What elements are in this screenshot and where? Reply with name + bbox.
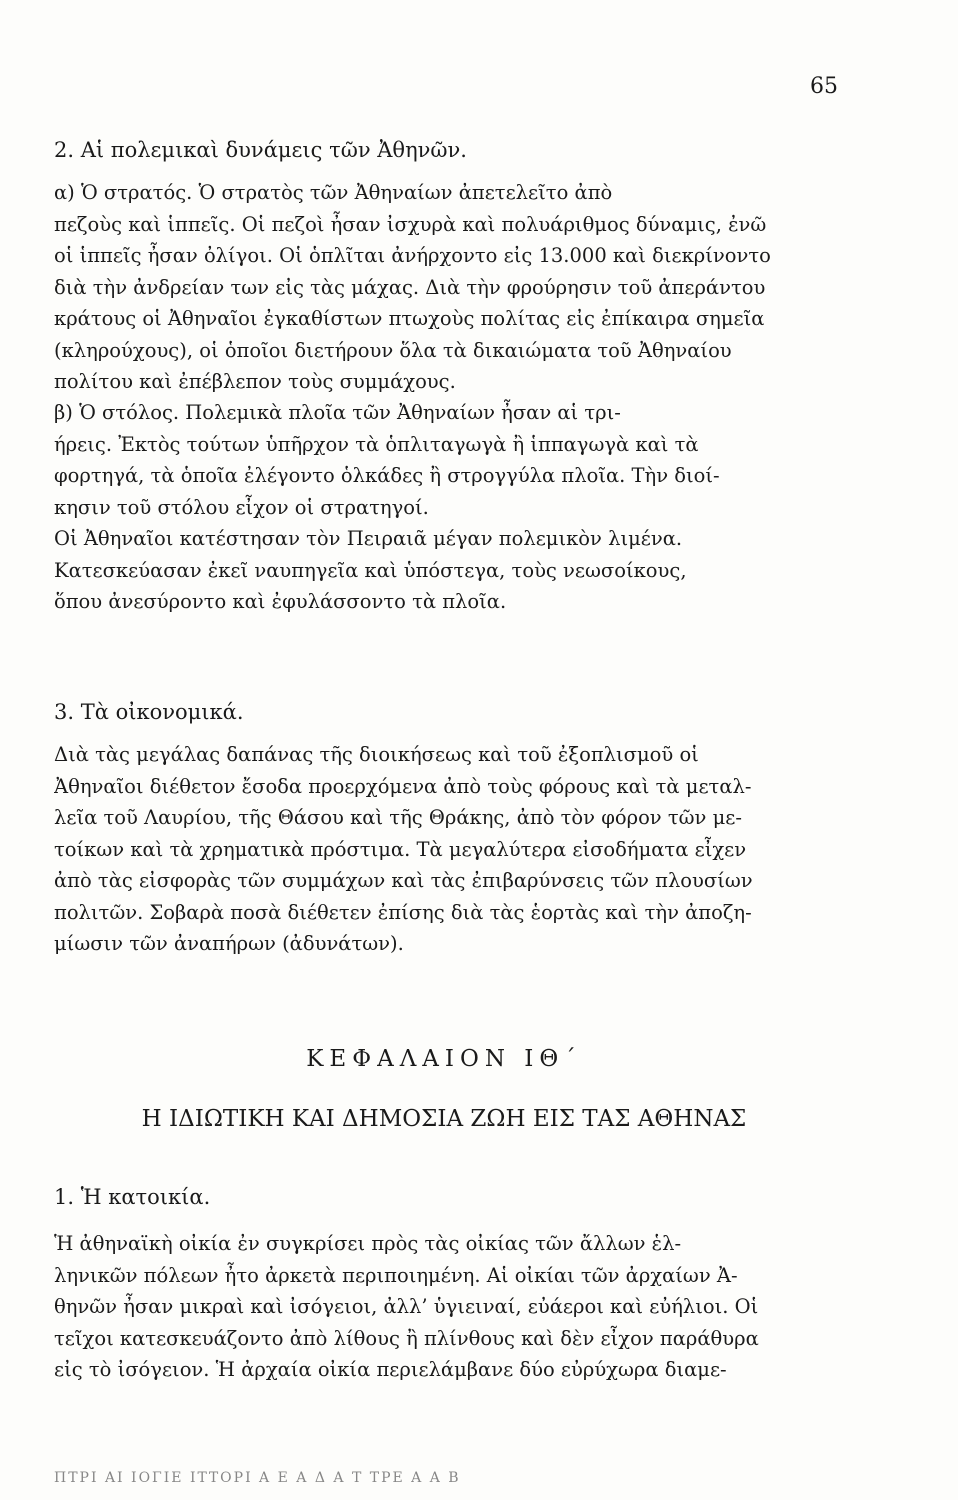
text-line: τεῖχοι κατεσκευάζοντο ἀπὸ λίθους ἢ πλίνθους καὶ δὲν εἶχον παράθυρα — [54, 1326, 759, 1350]
section-2-paragraph-b — [54, 397, 834, 618]
text-line: μίωσιν τῶν ἀναπήρων (ἀδυνάτων). — [54, 932, 404, 955]
text-line: τοίκων καὶ τὰ χρηματικὰ πρόστιμα. Τὰ μεγαλύτερα εἰσοδήματα εἶχεν — [54, 837, 747, 861]
section-1-paragraph — [54, 1228, 834, 1386]
text-line: λεῖα τοῦ Λαυρίου, τῆς Θάσου καὶ τῆς Θράκης, ἀπὸ τὸν φόρον τῶν με- — [54, 806, 742, 829]
text-line: Ἀθηναῖοι διέθετον ἔσοδα προερχόμενα ἀπὸ τοὺς φόρους καὶ τὰ μεταλ- — [54, 774, 752, 798]
section-1-heading: 1. Ἡ κατοικία. — [54, 1185, 211, 1209]
section-3-paragraph — [54, 739, 834, 960]
text-line: κράτους οἱ Ἀθηναῖοι ἐγκαθίστων πτωχοὺς πολίτας εἰς ἐπίκαιρα σημεῖα — [54, 307, 765, 330]
text-line: Διὰ τὰς μεγάλας δαπάνας τῆς διοικήσεως καὶ τοῦ ἐξοπλισμοῦ οἱ — [54, 743, 699, 766]
section-2-heading: 2. Αἱ πολεμικαὶ δυνάμεις τῶν Ἀθηνῶν. — [54, 138, 467, 162]
text-line: ἀπὸ τὰς εἰσφορὰς τῶν συμμάχων καὶ τὰς ἐπιβαρύνσεις τῶν πλουσίων — [54, 869, 753, 892]
text-line: πολίτου καὶ ἐπέβλεπον τοὺς συμμάχους. — [54, 370, 456, 393]
chapter-title: Η ΙΔΙΩΤΙΚΗ ΚΑΙ ΔΗΜΟΣΙΑ ΖΩΗ ΕΙΣ ΤΑΣ ΑΘΗΝΑΣ — [141, 1106, 747, 1132]
text-line: (κληρούχους), οἱ ὁποῖοι διετήρουν ὅλα τὰ δικαιώματα τοῦ Ἀθηναίου — [54, 338, 732, 362]
text-line: ὅπου ἀνεσύροντο καὶ ἐφυλάσσοντο τὰ πλοῖα. — [54, 590, 507, 613]
text-line: κησιν τοῦ στόλου εἶχον οἱ στρατηγοί. — [54, 495, 429, 519]
text-line: ληνικῶν πόλεων ἦτο ἀρκετὰ περιποιημένη. Αἱ οἰκίαι τῶν ἀρχαίων Ἀ- — [54, 1263, 738, 1287]
text-line: α) Ὁ στρατός. Ὁ στρατὸς τῶν Ἀθηναίων ἀπετελεῖτο ἀπὸ — [54, 181, 613, 204]
text-line: Κατεσκεύασαν ἐκεῖ ναυπηγεῖα καὶ ὑπόστεγα, τοὺς νεωσοίκους, — [54, 558, 687, 582]
page-number: 65 — [810, 74, 838, 99]
section-3-heading: 3. Τὰ οἰκονομικά. — [54, 700, 244, 724]
text-line: πολιτῶν. Σοβαρὰ ποσὰ διέθετεν ἐπίσης διὰ τὰς ἑορτὰς καὶ τὴν ἀποζη- — [54, 900, 752, 924]
text-line: πεζοὺς καὶ ἱππεῖς. Οἱ πεζοὶ ἦσαν ἰσχυρὰ καὶ πολυάριθμος δύναμις, ἐνῶ — [54, 212, 767, 236]
text-line: οἱ ἱππεῖς ἦσαν ὀλίγοι. Οἱ ὁπλῖται ἀνήρχοντο εἰς 13.000 καὶ διεκρίνοντο — [54, 244, 771, 267]
section-2-paragraph-a — [54, 177, 834, 398]
text-line: διὰ τὴν ἀνδρείαν των εἰς τὰς μάχας. Διὰ τὴν φρούρησιν τοῦ ἀπεράντου — [54, 275, 766, 299]
text-line: Ἡ ἀθηναϊκὴ οἰκία ἐν συγκρίσει πρὸς τὰς οἰκίας τῶν ἄλλων ἑλ- — [54, 1232, 682, 1255]
text-line: φορτηγά, τὰ ὁποῖα ἐλέγοντο ὁλκάδες ἢ στρογγύλα πλοῖα. Τὴν διοί- — [54, 464, 720, 487]
text-line: εἰς τὸ ἰσόγειον. Ἡ ἀρχαία οἰκία περιελάμβανε δύο εὐρύχωρα διαμε- — [54, 1358, 727, 1381]
cut-off-line: ΠΤΡΙ ΑΙ ΙΟΓΙΕ ΙΤΤΟΡΙ Α Ε Α Δ Α Τ ΤΡΕ Α Α Β — [54, 1470, 461, 1486]
chapter-label: ΚΕΦΑΛΑΙΟΝ ΙΘ΄ — [306, 1046, 582, 1072]
text-line: ήρεις. Ἐκτὸς τούτων ὑπῆρχον τὰ ὁπλιταγωγὰ ἢ ἱππαγωγὰ καὶ τὰ — [54, 432, 699, 456]
text-line: Οἱ Ἀθηναῖοι κατέστησαν τὸν Πειραιᾶ μέγαν πολεμικὸν λιμένα. — [54, 527, 683, 550]
text-line: θηνῶν ἦσαν μικραὶ καὶ ἰσόγειοι, ἀλλ’ ὑγιειναί, εὐάεροι καὶ εὐήλιοι. Οἱ — [54, 1295, 759, 1318]
text-line: β) Ὁ στόλος. Πολεμικὰ πλοῖα τῶν Ἀθηναίων ἦσαν αἱ τρι- — [54, 401, 621, 424]
